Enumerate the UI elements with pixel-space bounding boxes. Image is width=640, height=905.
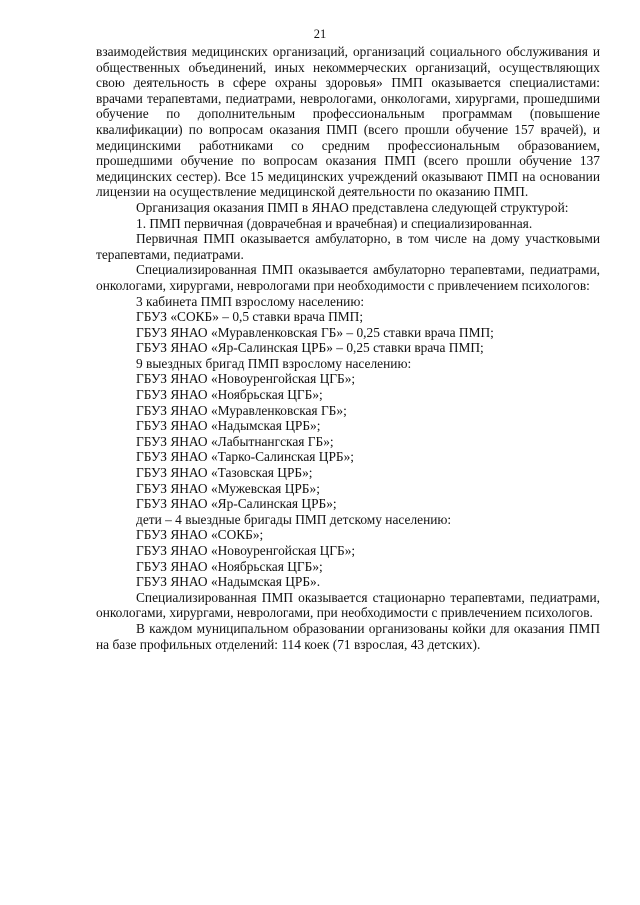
list-item: ГБУЗ ЯНАО «Яр-Салинская ЦРБ»; — [136, 496, 337, 512]
facility-list — [96, 294, 600, 590]
list-item: ГБУЗ ЯНАО «Муравленковская ГБ» – 0,25 ставки врача ПМП; — [136, 324, 494, 340]
paragraph-beds: В каждом муниципальном образовании организованы койки для оказания ПМП на базе профильных отделений: 114 коек (71 взрослая, 43 детских). — [96, 620, 600, 652]
paragraph-specialized-inpatient: Специализированная ПМП оказывается стационарно терапевтами, педиатрами, онкологами, хирургами, неврологами, при необходимости с привлечением психологов. — [96, 589, 600, 621]
paragraph-staff-specialists: взаимодействия медицинских организаций, организаций социального обслуживания и общественных объединений, иных некоммерческих организаций, осуществляющих свою деятельность в сфере охраны здоровья» ПМП оказывается специалистами: врачами терапевтами, педиатрами, неврологами, онкологами, хирургами, прошедшими обучение по дополнительным профессиональным программам (повышение квалификации) по вопросам оказания ПМП (всего прошли обучение 157 врачей), и медицинскими работниками со средним профессиональным образованием, прошедшими обучение по вопросам оказания ПМП (всего прошли обучение 137 медицинских сестер). Все 15 медицинских учреждений оказывают ПМП на основании лицензии на осуществление медицинской деятельности по оказанию ПМП. — [96, 44, 600, 200]
list-item: ГБУЗ ЯНАО «Муравленковская ГБ»; — [136, 402, 347, 418]
paragraph-structure-intro: Организация оказания ПМП в ЯНАО представлена следующей структурой: — [136, 199, 569, 215]
list-item: ГБУЗ ЯНАО «Тарко-Салинская ЦРБ»; — [136, 449, 355, 465]
list-item: дети – 4 выездные бригады ПМП детскому населению: — [136, 511, 452, 527]
list-item: ГБУЗ ЯНАО «Тазовская ЦРБ»; — [136, 465, 313, 481]
list-item: ГБУЗ ЯНАО «Надымская ЦРБ». — [136, 574, 321, 590]
list-item: ГБУЗ ЯНАО «Яр-Салинская ЦРБ» – 0,25 ставки врача ПМП; — [136, 340, 484, 356]
paragraph-structure-item-1: 1. ПМП первичная (доврачебная и врачебная) и специализированная. — [136, 215, 533, 231]
list-item: ГБУЗ ЯНАО «Ноябрьская ЦГБ»; — [136, 558, 323, 574]
list-item: ГБУЗ ЯНАО «Надымская ЦРБ»; — [136, 418, 321, 434]
paragraph-specialized-outpatient: Специализированная ПМП оказывается амбулаторно терапевтами, педиатрами, онкологами, хирургами, неврологами при необходимости с привлечением психологов: — [96, 262, 600, 293]
paragraph-primary-care: Первичная ПМП оказывается амбулаторно, в том числе на дому участковыми терапевтами, педиатрами. — [96, 231, 600, 262]
bottom-paragraphs — [96, 590, 600, 652]
list-item: ГБУЗ ЯНАО «Лабытнангская ГБ»; — [136, 433, 334, 449]
top-paragraphs — [96, 44, 600, 294]
list-item: ГБУЗ ЯНАО «СОКБ»; — [136, 527, 264, 543]
list-item: ГБУЗ «СОКБ» – 0,5 ставки врача ПМП; — [136, 309, 364, 325]
document-body — [96, 44, 600, 652]
list-item: ГБУЗ ЯНАО «Новоуренгойская ЦГБ»; — [136, 371, 356, 387]
page-number: 21 — [313, 27, 327, 41]
list-item: 9 выездных бригад ПМП взрослому населению: — [136, 355, 412, 371]
list-item: ГБУЗ ЯНАО «Новоуренгойская ЦГБ»; — [136, 543, 356, 558]
list-item: ГБУЗ ЯНАО «Мужевская ЦРБ»; — [136, 480, 320, 496]
list-item: ГБУЗ ЯНАО «Ноябрьская ЦГБ»; — [136, 387, 323, 403]
list-item: 3 кабинета ПМП взрослому населению: — [136, 293, 365, 309]
